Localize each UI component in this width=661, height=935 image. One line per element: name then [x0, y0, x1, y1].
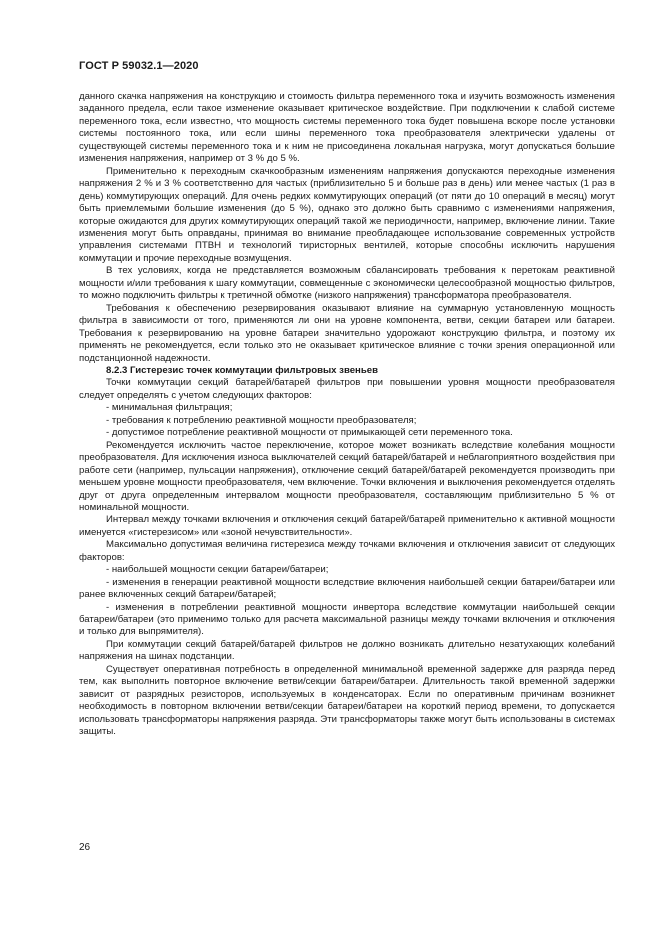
- paragraph: При коммутации секций батарей/батарей фильтров не должно возникать длительно незатухающих колебаний напряжения на шинах подстанции.: [79, 638, 615, 663]
- page-number: 26: [79, 842, 91, 853]
- list-item: - наибольшей мощности секции батареи/батареи;: [106, 564, 329, 576]
- document-header: ГОСТ Р 59032.1—2020: [79, 60, 199, 72]
- paragraph: Существует оперативная потребность в определенной минимальной временной задержке для разряда перед тем, как выполнить повторное включение ветви/секции батареи/батареи. Длительность такой временной задержки зависит от разрядных резисторов, используемых в конденсаторах. Если по оперативным причинам возникнет необходимость в повторном включении ветви/секции батареи/батареи на короткий период времени, то допускается использовать трансформаторы напряжения разряда. Эти трансформаторы также могут быть использованы в системах защиты.: [79, 663, 615, 738]
- paragraph: В тех условиях, когда не представляется возможным сбалансировать требования к перетокам реактивной мощности и/или требования к шагу коммутации, совмещенные с экономически целесообразной мощностью фильтров, то можно подключить фильтры к третичной обмотке (низкого напряжения) трансформатора преобразователя.: [79, 265, 615, 302]
- list-item: - допустимое потребление реактивной мощности от примыкающей сети переменного тока.: [106, 427, 513, 439]
- list-item: - изменения в генерации реактивной мощности вследствие включения наибольшей секции батареи/батареи или ранее включенных секций батареи/батарей;: [79, 576, 615, 601]
- list-item: - изменения в потреблении реактивной мощности инвертора вследствие коммутации наибольшей секции батареи/батареи (это применимо только для расчета максимальной разницы между точками включения и отключения и только для выпрямителя).: [79, 601, 615, 638]
- list-item: - минимальная фильтрация;: [106, 402, 233, 414]
- paragraph: Применительно к переходным скачкообразным изменениям напряжения допускаются переходные изменения напряжения 2 % и 3 % соответственно для частых (приблизительно 5 и больше раз в день) или менее частых (1 раз в день) коммутирующих операций. Для очень редких коммутирующих операций (от пяти до 10 операций в месяц) могут быть приемлемыми большие изменения (до 5 %), однако это должно быть сравнимо с изменениями напряжения, которые ожидаются для других коммутирующих операций такой же периодичности, например, включение линии. Такие изменения могут быть оправданы, принимая во внимание преобладающее использование современных устройств управления системами ПТВН и технологий тиристорных вентилей, которые способны исключить нарушения коммутации и прочие переходные возмущения.: [79, 165, 615, 264]
- document-body: [79, 91, 615, 739]
- paragraph: Рекомендуется исключить частое переключение, которое может возникать вследствие колебания мощности преобразователя. Для исключения износа выключателей секций батарей/батарей и неблагоприятного воздействия при работе сети (например, пульсации напряжения), отключение секций батарей/батарей рекомендуется производить при меньшем уровне мощности преобразователя, чем включение. Точки включения и выключения рекомендуется отделять друг от друга определенным интервалом мощности преобразователя, составляющим приблизительно 5 % от номинальной мощности.: [79, 439, 615, 513]
- paragraph: Требования к обеспечению резервирования оказывают влияние на суммарную установленную мощность фильтра в зависимости от того, применяются ли они на уровне компонента, ветви, секции батареи или батареи. Требования к резервированию на уровне батареи значительно удорожают конструкцию фильтра, и поэтому их применять не рекомендуется, если только это не оказывает критическое влияние с точки зрения операционной или подстанционной надежности.: [79, 302, 615, 364]
- paragraph: Интервал между точками включения и отключения секций батарей/батарей применительно к активной мощности именуется «гистерезисом» или «зоной нечувствительности».: [79, 514, 615, 538]
- paragraph: Точки коммутации секций батарей/батарей фильтров при повышении уровня мощности преобразователя следует определять с учетом следующих факторов:: [79, 377, 615, 401]
- paragraph-continuation: данного скачка напряжения на конструкцию и стоимость фильтра переменного тока и изучить возможность изменения заданного предела, если такое изменение оказывает критическое воздействие. При подключении к слабой системе переменного тока, если известно, что мощность системы переменного тока будет повышена вскоре после установки системы постоянного тока, или если шины переменного тока преобразователя электрически удалены от существующей системы переменного тока и к ним не присоединена локальная нагрузка, могут допускаться большие изменения напряжения, например от 3 % до 5 %.: [79, 91, 615, 165]
- paragraph: Максимально допустимая величина гистерезиса между точками включения и отключения зависит от следующих факторов:: [79, 539, 615, 563]
- list-item: - требования к потреблению реактивной мощности преобразователя;: [106, 414, 417, 426]
- section-heading: 8.2.3 Гистерезис точек коммутации фильтровых звеньев: [106, 364, 378, 376]
